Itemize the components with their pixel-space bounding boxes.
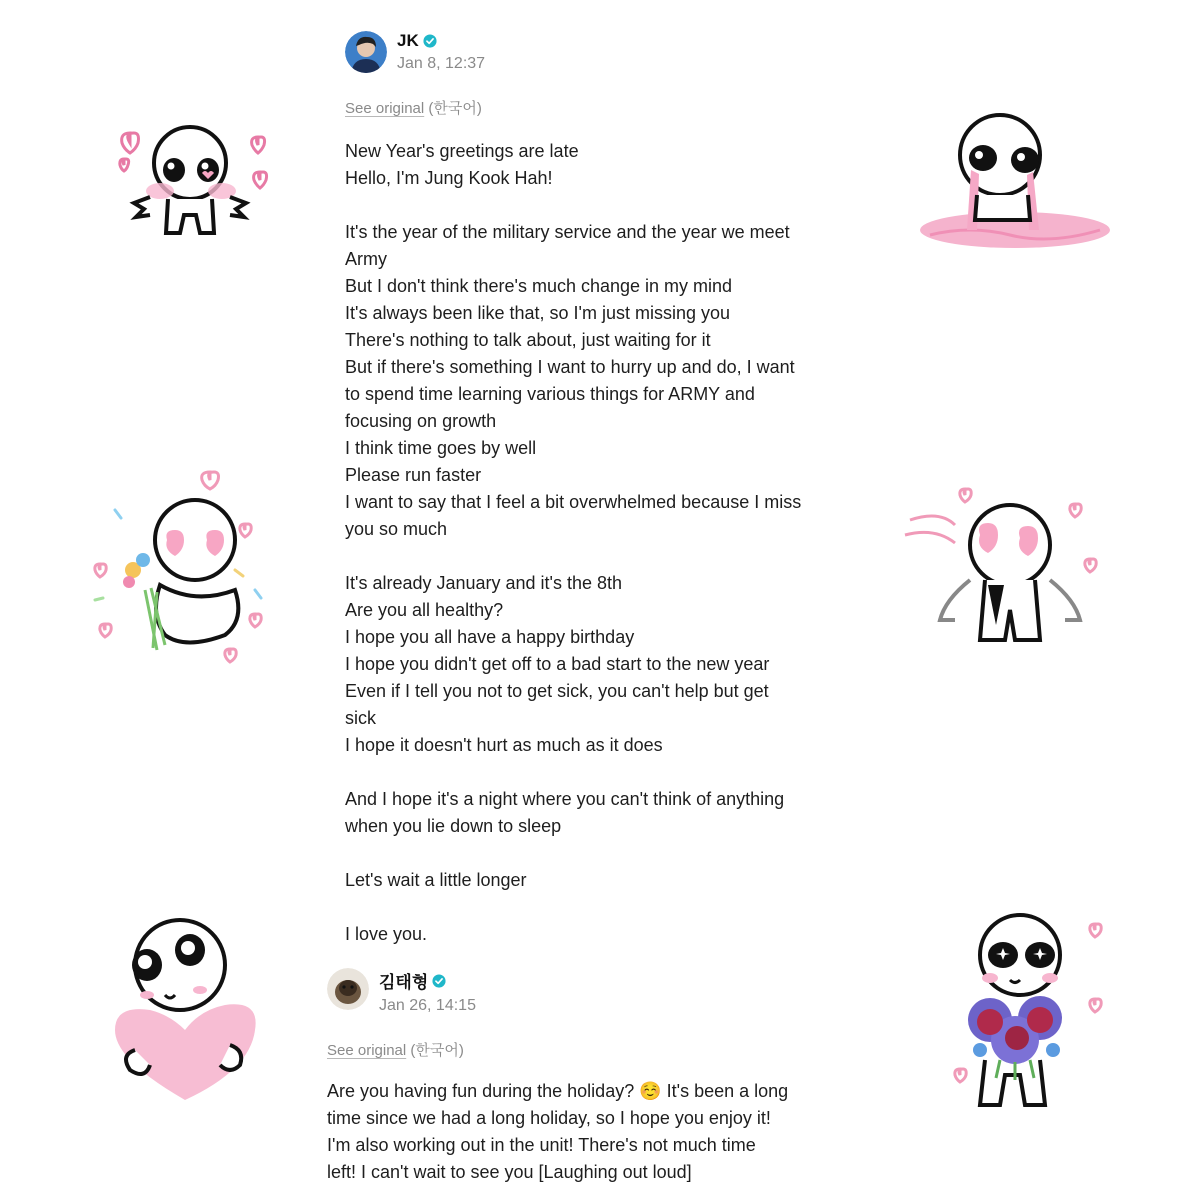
verified-badge-icon [423, 34, 437, 48]
post-text-line: sick [345, 708, 376, 728]
translation-row [345, 97, 865, 118]
post-text-line: Are you having fun during the holiday? ☺️ It's been a long [327, 1081, 789, 1101]
post-text-line: I hope you all have a happy birthday [345, 627, 635, 647]
post-text-line: you so much [345, 519, 448, 539]
post-text-line: There's nothing to talk about, just waiting for it [345, 330, 711, 350]
post-timestamp: Jan 8, 12:37 [397, 55, 486, 72]
sticker-blushing-character [110, 115, 280, 265]
post-text-line: focusing on growth [345, 411, 497, 431]
post-text-line: New Year's greetings are late [345, 141, 579, 161]
post-text-line: And I hope it's a night where you can't think of anything [345, 789, 785, 809]
post-text-line: But if there's something I want to hurry up and do, I want [345, 357, 795, 377]
post-text-line: time since we had a long holiday, so I hope you enjoy it! [327, 1108, 771, 1128]
post-text-line: Army [345, 249, 387, 269]
sticker-heart-eyes-character [900, 480, 1110, 680]
post-header [345, 30, 865, 73]
avatar[interactable] [345, 31, 387, 73]
author-name[interactable]: JK [397, 31, 419, 50]
sticker-crying-character [915, 100, 1115, 260]
post-text-line: I hope it doesn't hurt as much as it does [345, 735, 663, 755]
post-text-line: It's the year of the military service and the year we meet [345, 222, 790, 242]
sticker-heart-hug-character [105, 910, 265, 1105]
verified-badge-icon [432, 974, 446, 988]
post-header [327, 967, 867, 1015]
post-text-line: when you lie down to sleep [345, 816, 562, 836]
paragraph-gap [345, 894, 865, 921]
original-language: (한국어) [410, 1042, 464, 1059]
post-text-line: I want to say that I feel a bit overwhelmed because I miss [345, 492, 802, 512]
post-jk [345, 30, 865, 948]
original-language: (한국어) [428, 100, 482, 117]
post-text-line: I'm also working out in the unit! There's not much time [327, 1135, 756, 1155]
post-text-line: It's already January and it's the 8th [345, 573, 623, 593]
translation-row [327, 1039, 867, 1060]
paragraph-gap [345, 759, 865, 786]
paragraph-gap [345, 192, 865, 219]
post-text-line: left! I can't wait to see you [Laughing out loud] [327, 1162, 692, 1182]
see-original-link[interactable]: See original [327, 1042, 407, 1059]
avatar[interactable] [327, 968, 369, 1010]
author-name[interactable]: 김태형 [379, 973, 429, 992]
post-text-line: I think time goes by well [345, 438, 537, 458]
sticker-bouquet-character [945, 910, 1115, 1115]
post-text-line: It's always been like that, so I'm just missing you [345, 303, 731, 323]
post-body [345, 138, 865, 948]
post-text-line: I hope you didn't get off to a bad start to the new year [345, 654, 770, 674]
post-text-line: Let's wait a little longer [345, 870, 527, 890]
post-timestamp: Jan 26, 14:15 [379, 997, 476, 1014]
paragraph-gap [345, 543, 865, 570]
post-body [327, 1078, 867, 1186]
sticker-flower-character [85, 470, 275, 670]
paragraph-gap [345, 840, 865, 867]
post-kimtaehyung [327, 967, 867, 1186]
post-text-line: Please run faster [345, 465, 482, 485]
post-text-line: I love you. [345, 924, 428, 944]
post-text-line: Even if I tell you not to get sick, you can't help but get [345, 681, 769, 701]
post-text-line: Are you all healthy? [345, 600, 504, 620]
see-original-link[interactable]: See original [345, 100, 425, 117]
post-text-line: But I don't think there's much change in my mind [345, 276, 733, 296]
post-text-line: to spend time learning various things for ARMY and [345, 384, 755, 404]
post-text-line: Hello, I'm Jung Kook Hah! [345, 168, 553, 188]
